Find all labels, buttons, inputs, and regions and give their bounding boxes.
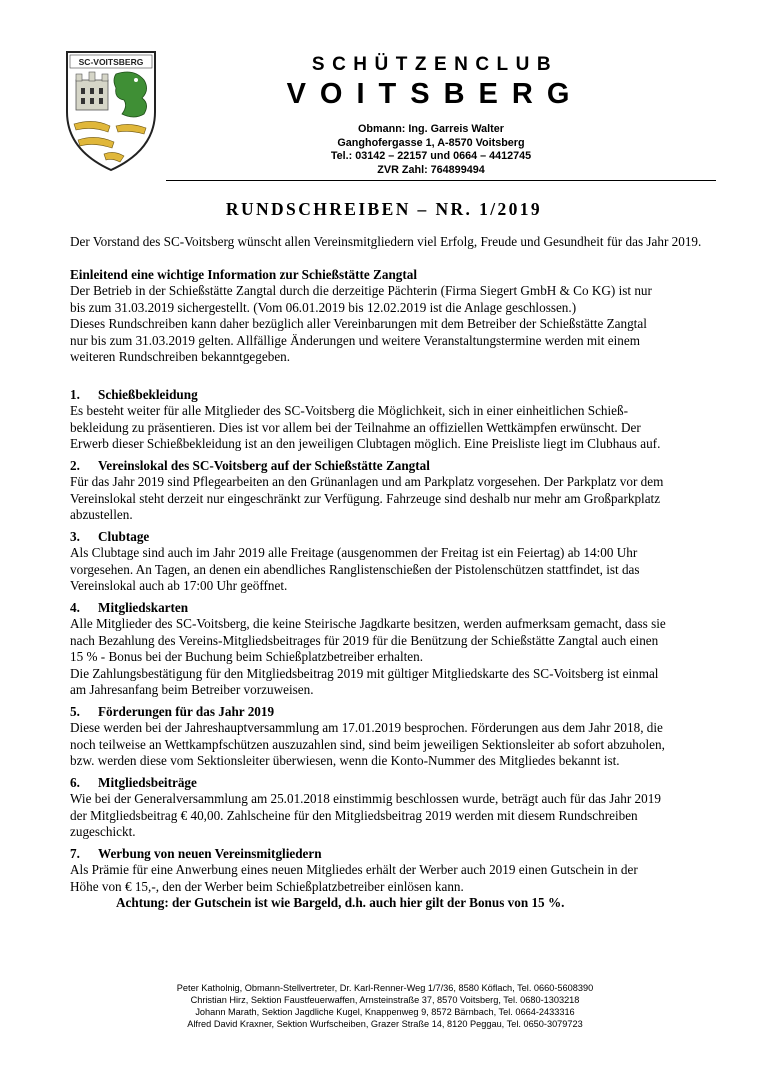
crest-castle-graphic [76, 72, 108, 110]
section-number: 5. [70, 703, 80, 719]
section-line: Als Prämie für eine Anwerbung eines neuen Mitgliedes erhält der Werber auch 2019 einen Gutschein in der [70, 862, 638, 877]
section-number: 7. [70, 845, 80, 861]
contact-zvr: ZVR Zahl: 764899494 [377, 163, 485, 176]
section-heading: Mitgliedsbeiträge [98, 774, 197, 790]
section-line: nach Bezahlung des Vereins-Mitgliedsbeitrages für 2019 für die Benützung der Schießstätte Zangtal auch einen [70, 632, 659, 648]
club-contact-block [300, 123, 562, 177]
section-number: 2. [70, 457, 80, 473]
section-5-title [70, 704, 720, 721]
contact-address: Ganghofergasse 1, A-8570 Voitsberg [337, 136, 525, 149]
section-line: abzustellen. [70, 507, 133, 522]
section-line: Es besteht weiter für alle Mitglieder des SC-Voitsberg die Möglichkeit, sich in einer einheitlichen Schieß- [70, 403, 629, 418]
section-line: Für das Jahr 2019 sind Pflegearbeiten an den Grünanlagen und am Parkplatz vorgesehen. Der Parkplatz vor dem [70, 474, 664, 489]
footer-line: Peter Katholnig, Obmann-Stellvertreter, Dr. Karl-Renner-Weg 1/7/36, 8580 Köflach, Tel. 0660-5608390 [176, 983, 594, 993]
section-3-title [70, 529, 720, 546]
notice-line: nur bis zum 31.03.2019 gelten. Allfällige Änderungen und weitere Veranstaltungstermine werden mit einem [70, 332, 640, 348]
section-line: Erwerb dieser Schießbekleidung ist an den jeweiligen Clubtagen möglich. Eine Preisliste liegt im Clubhaus auf. [70, 436, 661, 451]
footer-line: Alfred David Kraxner, Sektion Wurfscheiben, Grazer Straße 14, 8120 Peggau, Tel. 0650-3079723 [187, 1019, 583, 1029]
section-line: Als Clubtage sind auch im Jahr 2019 alle Freitage (ausgenommen der Freitag ist ein Feiertag) ab 14:00 Uhr [70, 545, 638, 560]
section-line: Alle Mitglieder des SC-Voitsberg, die keine Steirische Jagdkarte besitzen, werden aufmerksam gemacht, dass sie [70, 616, 666, 631]
header-divider [166, 180, 716, 181]
section-line: Die Zahlungsbestätigung für den Mitgliedsbeitrag 2019 mit gültiger Mitgliedskarte des SC-Voitsberg ist einmal [70, 665, 659, 681]
section-line: Vereinslokal steht derzeit nur eingeschränkt zur Verfügung. Fahrzeuge sind deshalb nur mehr am Großparkplatz [70, 490, 661, 506]
voucher-warning: Achtung: der Gutschein ist wie Bargeld, d.h. auch hier gilt der Bonus von 15 %. [116, 895, 565, 910]
section-heading: Förderungen für das Jahr 2019 [98, 703, 275, 719]
club-name-line1: SCHÜTZENCLUB [311, 54, 559, 75]
section-line: 15 % - Bonus bei der Buchung beim Schießplatzbetreiber erhalten. [70, 649, 424, 664]
section-number: 6. [70, 774, 80, 790]
section-line: zugeschickt. [70, 824, 136, 839]
notice-line: bis zum 31.03.2019 sichergestellt. (Vom 06.01.2019 bis 12.02.2019 ist die Anlage geschlossen.) [70, 299, 577, 315]
spacer [70, 366, 720, 382]
notice-line: Der Betrieb in der Schießstätte Zangtal durch die derzeitige Pächterin (Firma Siegert GmbH & Co KG) ist nur [70, 283, 652, 298]
document-body [70, 234, 720, 912]
contact-chairman: Obmann: Ing. Garreis Walter [358, 123, 504, 135]
section-line: noch teilweise an Wettkampfschützen auszuzahlen sind, sind beim jeweiligen Sektionsleiter ab sofort abzuholen, [70, 736, 665, 752]
section-heading: Werbung von neuen Vereinsmitgliedern [98, 845, 322, 861]
section-line: Diese werden bei der Jahreshauptversammlung am 17.01.2019 besprochen. Förderungen aus dem Jahr 2018, die [70, 720, 663, 735]
intro-paragraph: Der Vorstand des SC-Voitsberg wünscht allen Vereinsmitgliedern viel Erfolg, Freude und Gesundheit für das Jahr 2019. [70, 234, 702, 249]
notice-line: weiteren Rundschreiben bekanntgegeben. [70, 349, 291, 364]
notice-line: Dieses Rundschreiben kann daher bezüglich aller Vereinbarungen mit dem Betreiber der Schießstätte Zangtal [70, 316, 647, 331]
section-heading: Clubtage [98, 528, 150, 544]
section-heading: Vereinslokal des SC-Voitsberg auf der Schießstätte Zangtal [98, 457, 430, 473]
section-6-title [70, 775, 720, 792]
section-heading: Schießbekleidung [98, 386, 198, 402]
footer-contacts [100, 982, 670, 1030]
section-line: am Jahresanfang beim Betreiber vorzuweisen. [70, 682, 314, 697]
footer-line: Christian Hirz, Sektion Faustfeuerwaffen, Arnsteinstraße 37, 8570 Voitsberg, Tel. 0680-1303218 [190, 995, 580, 1005]
footer-line: Johann Marath, Sektion Jagdliche Kugel, Knappenweg 9, 8572 Bärnbach, Tel. 0664-2433316 [195, 1007, 575, 1017]
notice-title: Einleitend eine wichtige Information zur Schießstätte Zangtal [70, 266, 418, 282]
document-title: RUNDSCHREIBEN – NR. 1/2019 [225, 199, 543, 219]
crest-dragon-eye [134, 78, 138, 82]
section-number: 1. [70, 386, 80, 402]
section-line: bekleidung zu präsentieren. Dies ist vor allem bei der Teilnahme an offiziellen Wettkämpfen erwünscht. Der [70, 419, 641, 435]
section-1-title [70, 387, 720, 404]
club-crest-logo [64, 50, 158, 172]
section-number: 3. [70, 528, 80, 544]
section-line: Höhe von € 15,-, den der Werber beim Schießplatzbetreiber einlösen kann. [70, 878, 464, 894]
section-line: Vereinslokal auch ab 17:00 Uhr geöffnet. [70, 578, 288, 593]
section-line: bzw. werden diese vom Sektionsleiter überwiesen, wenn die Konto-Nummer des Mitgliedes bekannt ist. [70, 753, 620, 768]
section-number: 4. [70, 599, 80, 615]
contact-phone: Tel.: 03142 – 22157 und 0664 – 4412745 [330, 150, 532, 162]
club-name-line2: VOITSBERG [286, 78, 584, 110]
crest-caption: SC-VOITSBERG [78, 57, 144, 67]
section-2-title [70, 458, 720, 475]
section-line: der Mitgliedsbeitrag € 40,00. Zahlscheine für den Mitgliedsbeitrag 2019 werden mit diesem Rundschreiben [70, 807, 638, 823]
section-7-title [70, 846, 720, 863]
section-line: Wie bei der Generalversammlung am 25.01.2018 einstimmig beschlossen wurde, beträgt auch für das Jahr 2019 [70, 791, 661, 806]
section-line: vorgesehen. An Tagen, an denen ein abendliches Ranglistenschießen der Pistolenschützen stattfindet, ist das [70, 561, 640, 577]
section-4-title [70, 600, 720, 617]
section-heading: Mitgliedskarten [98, 599, 189, 615]
